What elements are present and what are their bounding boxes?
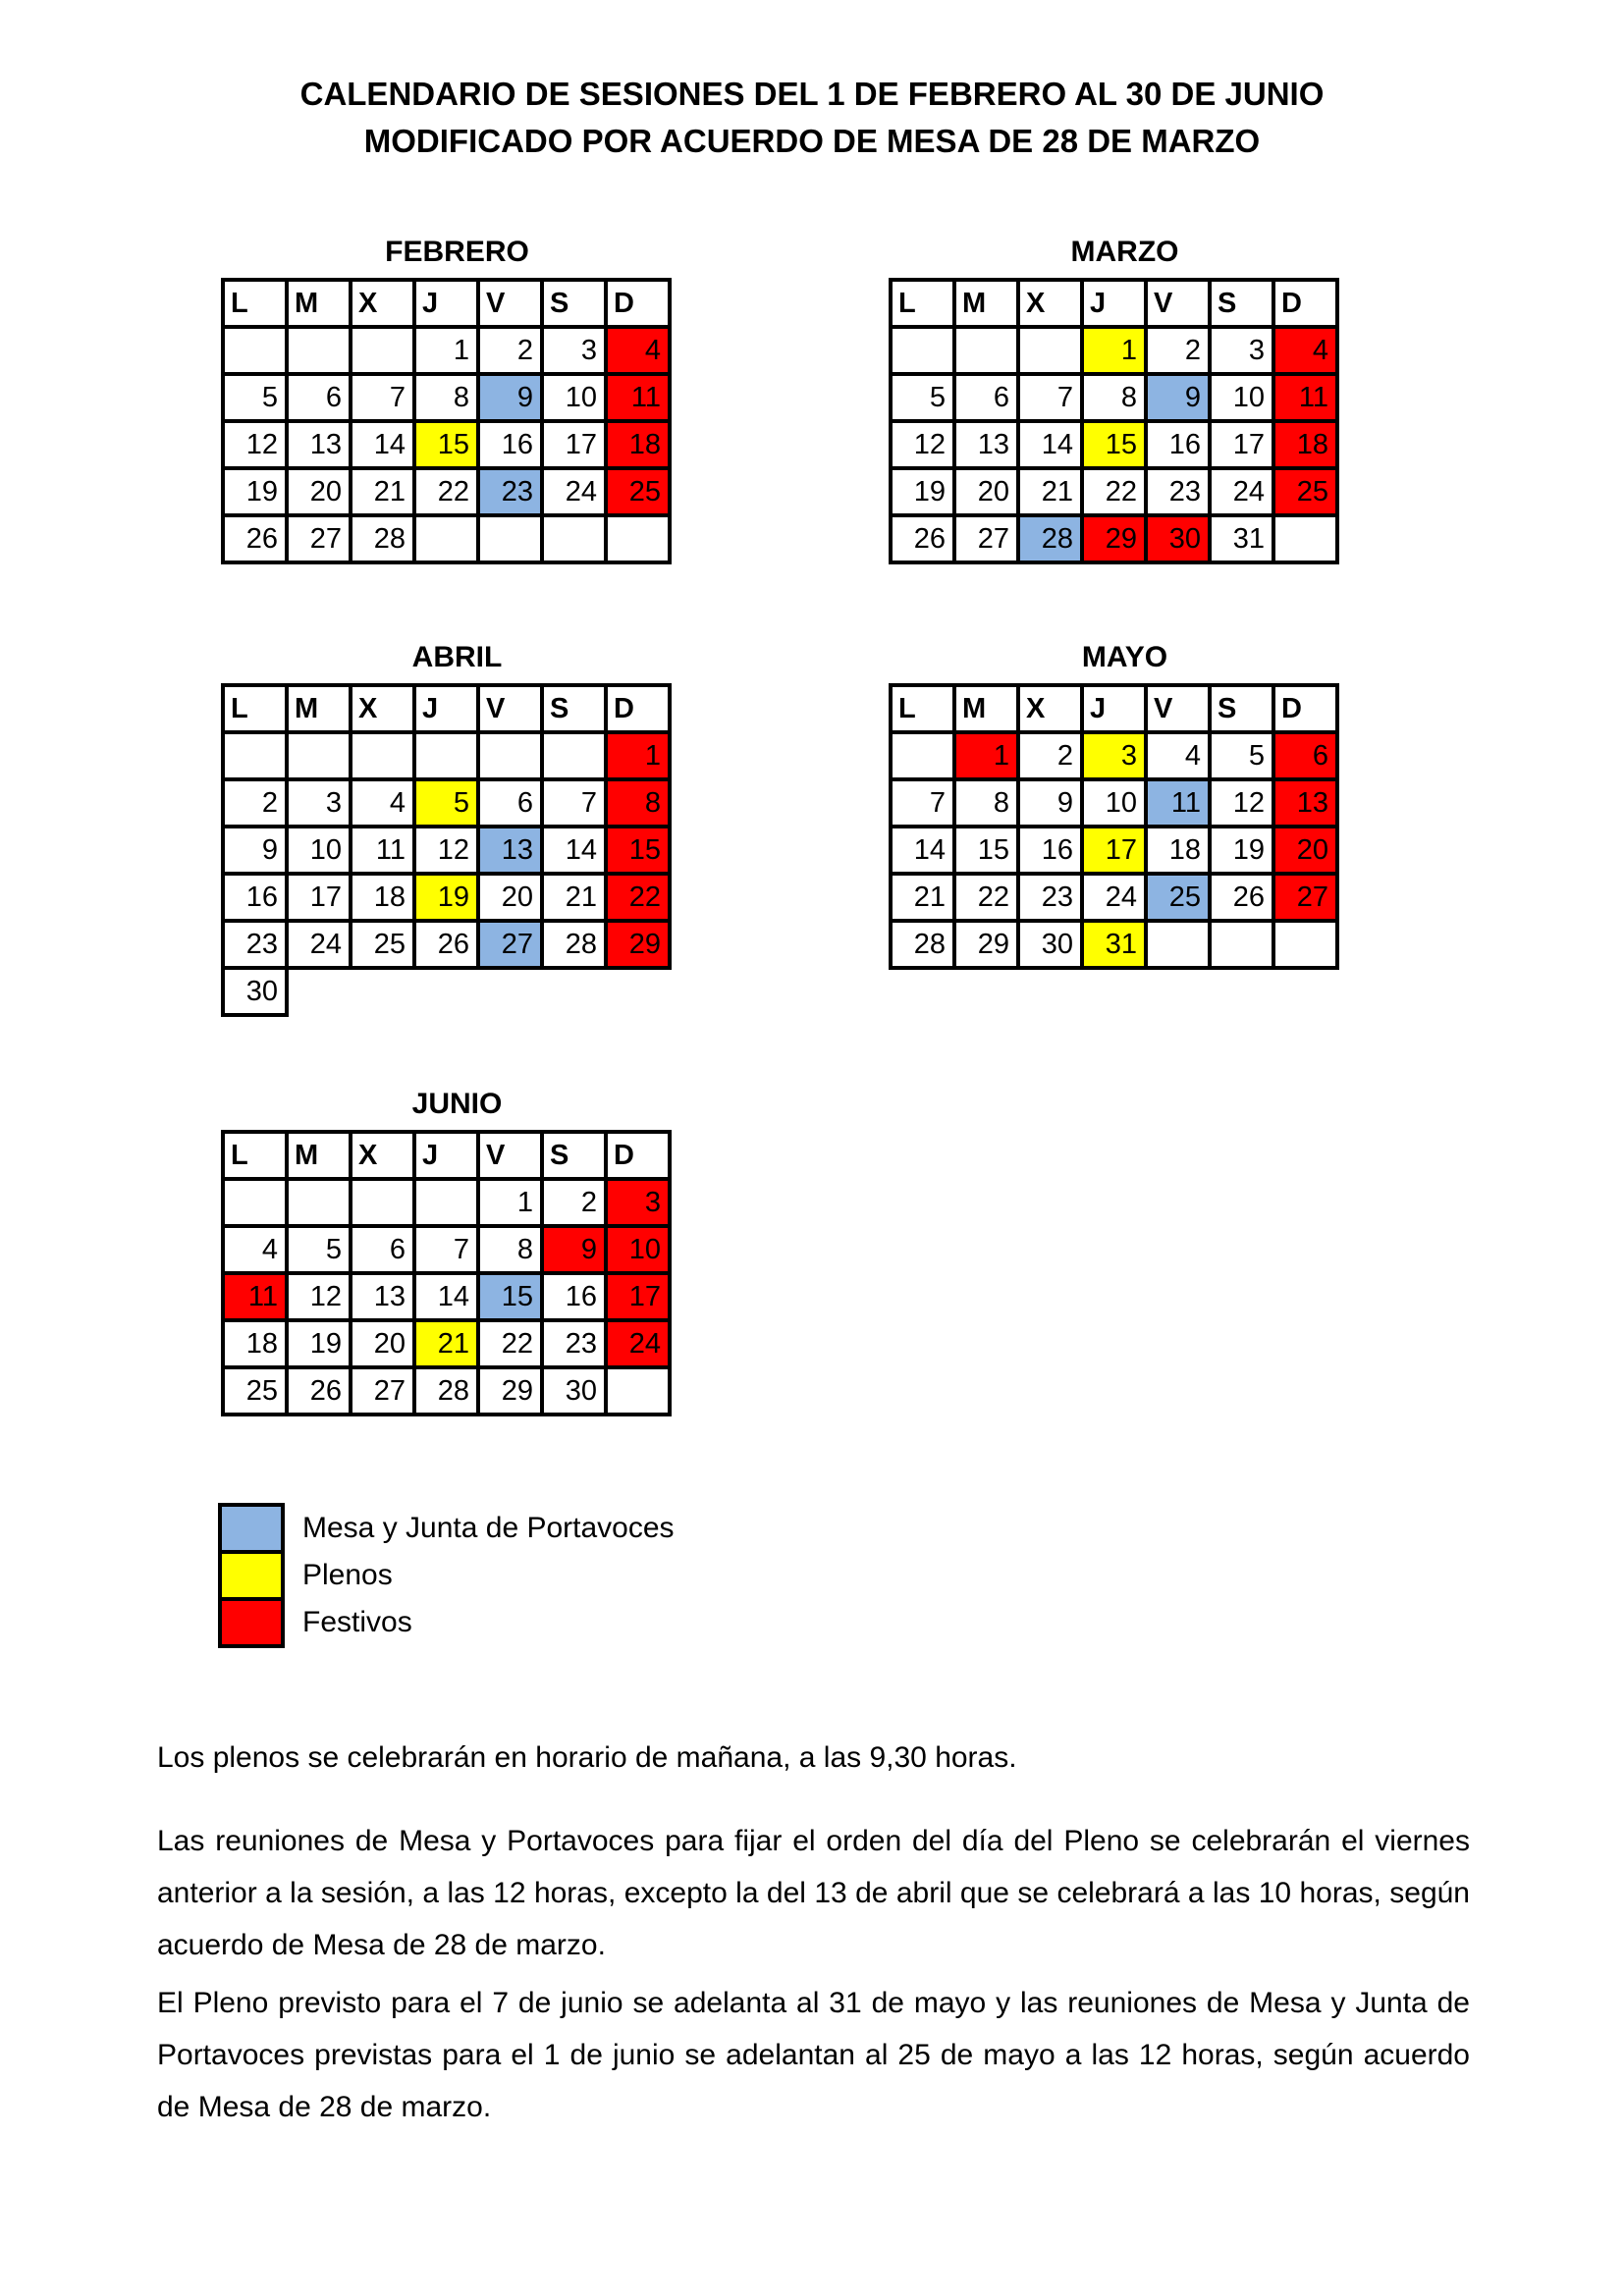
day-cell: 18 xyxy=(1273,421,1337,468)
day-cell: 17 xyxy=(287,874,351,921)
day-cell: 13 xyxy=(478,827,542,874)
week-row xyxy=(891,327,1337,374)
doc-title xyxy=(0,71,1624,165)
month-febrero xyxy=(221,236,672,564)
week-row xyxy=(223,1226,670,1273)
legend-label-mesa: Mesa y Junta de Portavoces xyxy=(302,1512,675,1544)
day-header-x: X xyxy=(1018,685,1082,732)
empty-cell xyxy=(287,327,351,374)
day-cell: 17 xyxy=(1210,421,1273,468)
empty-cell xyxy=(414,515,478,562)
day-header-s: S xyxy=(1210,685,1273,732)
day-cell: 21 xyxy=(891,874,954,921)
day-cell: 16 xyxy=(478,421,542,468)
empty-cell xyxy=(223,327,287,374)
day-cell: 10 xyxy=(606,1226,670,1273)
day-cell: 1 xyxy=(606,732,670,779)
absent-cell xyxy=(606,968,670,1015)
week-row xyxy=(891,921,1337,968)
week-row xyxy=(223,732,670,779)
day-header-row xyxy=(891,685,1337,732)
day-header-l: L xyxy=(891,685,954,732)
day-cell: 19 xyxy=(414,874,478,921)
empty-cell xyxy=(351,732,414,779)
empty-cell xyxy=(223,1179,287,1226)
day-cell: 21 xyxy=(1018,468,1082,515)
day-cell: 17 xyxy=(1082,827,1146,874)
day-cell: 1 xyxy=(414,327,478,374)
day-header-j: J xyxy=(1082,280,1146,327)
day-cell: 15 xyxy=(606,827,670,874)
month-title-mayo: MAYO xyxy=(1081,641,1168,673)
day-header-row xyxy=(223,685,670,732)
empty-cell xyxy=(287,732,351,779)
day-cell: 24 xyxy=(287,921,351,968)
week-row xyxy=(891,374,1337,421)
day-cell: 8 xyxy=(414,374,478,421)
day-header-v: V xyxy=(1146,685,1210,732)
day-cell: 13 xyxy=(1273,779,1337,827)
day-cell: 6 xyxy=(287,374,351,421)
day-cell: 14 xyxy=(542,827,606,874)
month-title-marzo: MARZO xyxy=(1070,236,1179,268)
day-cell: 20 xyxy=(478,874,542,921)
day-cell: 10 xyxy=(1082,779,1146,827)
day-header-row xyxy=(891,280,1337,327)
day-cell: 10 xyxy=(287,827,351,874)
day-cell: 23 xyxy=(478,468,542,515)
month-title-junio: JUNIO xyxy=(411,1088,503,1120)
note-reuniones-mesa: Las reuniones de Mesa y Portavoces para fijar el orden del día del Pleno se celebrarán el viernes anterior a la sesión, a las 12 horas, excepto la del 13 de abril que se celebrará a las 10 horas, según acuerdo de Mesa de 28 de marzo. xyxy=(157,1825,1470,1961)
day-cell: 12 xyxy=(287,1273,351,1320)
day-cell: 19 xyxy=(891,468,954,515)
day-cell: 25 xyxy=(1273,468,1337,515)
day-cell: 4 xyxy=(606,327,670,374)
day-cell: 29 xyxy=(954,921,1018,968)
day-cell: 7 xyxy=(542,779,606,827)
empty-cell xyxy=(606,1367,670,1415)
day-cell: 4 xyxy=(351,779,414,827)
day-cell: 16 xyxy=(1018,827,1082,874)
week-row xyxy=(891,779,1337,827)
day-cell: 15 xyxy=(414,421,478,468)
note-plenos-horario: Los plenos se celebrarán en horario de mañana, a las 9,30 horas. xyxy=(157,1741,1017,1774)
day-cell: 26 xyxy=(1210,874,1273,921)
day-cell: 23 xyxy=(223,921,287,968)
day-cell: 18 xyxy=(1146,827,1210,874)
empty-cell xyxy=(1273,921,1337,968)
day-cell: 15 xyxy=(478,1273,542,1320)
day-cell: 1 xyxy=(1082,327,1146,374)
day-header-x: X xyxy=(351,1132,414,1179)
day-cell: 28 xyxy=(891,921,954,968)
legend-label-plenos: Plenos xyxy=(302,1559,393,1591)
empty-cell xyxy=(351,1179,414,1226)
day-cell: 14 xyxy=(414,1273,478,1320)
day-cell: 28 xyxy=(542,921,606,968)
week-row xyxy=(891,468,1337,515)
day-cell: 5 xyxy=(287,1226,351,1273)
day-cell: 5 xyxy=(1210,732,1273,779)
empty-cell xyxy=(954,327,1018,374)
day-cell: 8 xyxy=(1082,374,1146,421)
week-row xyxy=(891,732,1337,779)
day-header-v: V xyxy=(478,685,542,732)
absent-cell xyxy=(542,968,606,1015)
day-cell: 19 xyxy=(287,1320,351,1367)
day-cell: 30 xyxy=(542,1367,606,1415)
month-mayo xyxy=(889,641,1339,970)
empty-cell xyxy=(414,1179,478,1226)
day-cell: 25 xyxy=(606,468,670,515)
day-cell: 23 xyxy=(542,1320,606,1367)
day-cell: 25 xyxy=(223,1367,287,1415)
absent-cell xyxy=(414,968,478,1015)
empty-cell xyxy=(891,327,954,374)
empty-cell xyxy=(542,515,606,562)
week-row xyxy=(223,874,670,921)
day-cell: 3 xyxy=(542,327,606,374)
week-row xyxy=(223,968,670,1015)
day-header-v: V xyxy=(1146,280,1210,327)
day-cell: 23 xyxy=(1018,874,1082,921)
absent-cell xyxy=(478,968,542,1015)
day-header-d: D xyxy=(1273,685,1337,732)
day-cell: 2 xyxy=(478,327,542,374)
day-cell: 22 xyxy=(478,1320,542,1367)
calendar-table-marzo xyxy=(889,278,1339,564)
week-row xyxy=(223,327,670,374)
calendar-table-abril xyxy=(221,683,672,1017)
day-cell: 20 xyxy=(351,1320,414,1367)
empty-cell xyxy=(414,732,478,779)
week-row xyxy=(223,921,670,968)
day-header-m: M xyxy=(287,1132,351,1179)
day-cell: 3 xyxy=(1082,732,1146,779)
day-cell: 26 xyxy=(891,515,954,562)
day-header-d: D xyxy=(606,280,670,327)
day-cell: 18 xyxy=(606,421,670,468)
week-row xyxy=(223,421,670,468)
empty-cell xyxy=(1210,921,1273,968)
day-cell: 25 xyxy=(351,921,414,968)
empty-cell xyxy=(1018,327,1082,374)
day-cell: 1 xyxy=(478,1179,542,1226)
day-cell: 4 xyxy=(223,1226,287,1273)
day-cell: 10 xyxy=(1210,374,1273,421)
day-cell: 10 xyxy=(542,374,606,421)
week-row xyxy=(223,1179,670,1226)
day-cell: 22 xyxy=(414,468,478,515)
day-header-j: J xyxy=(414,685,478,732)
day-header-l: L xyxy=(223,1132,287,1179)
absent-cell xyxy=(351,968,414,1015)
week-row xyxy=(223,779,670,827)
day-cell: 11 xyxy=(606,374,670,421)
day-cell: 13 xyxy=(287,421,351,468)
week-row xyxy=(223,1367,670,1415)
day-cell: 21 xyxy=(542,874,606,921)
legend-swatch-mesa xyxy=(218,1503,285,1554)
empty-cell xyxy=(478,732,542,779)
day-cell: 16 xyxy=(1146,421,1210,468)
day-cell: 28 xyxy=(351,515,414,562)
day-cell: 18 xyxy=(223,1320,287,1367)
legend-item-festivos xyxy=(218,1597,675,1648)
day-cell: 7 xyxy=(414,1226,478,1273)
day-cell: 27 xyxy=(287,515,351,562)
day-header-v: V xyxy=(478,1132,542,1179)
day-header-row xyxy=(223,280,670,327)
calendar-table-febrero xyxy=(221,278,672,564)
day-header-m: M xyxy=(287,685,351,732)
day-cell: 13 xyxy=(954,421,1018,468)
day-cell: 19 xyxy=(223,468,287,515)
day-header-d: D xyxy=(1273,280,1337,327)
day-header-row xyxy=(223,1132,670,1179)
day-cell: 12 xyxy=(891,421,954,468)
day-cell: 9 xyxy=(1018,779,1082,827)
absent-cell xyxy=(287,968,351,1015)
week-row xyxy=(223,1320,670,1367)
day-cell: 22 xyxy=(954,874,1018,921)
day-cell: 9 xyxy=(1146,374,1210,421)
legend-swatch-festivos xyxy=(218,1597,285,1648)
day-cell: 31 xyxy=(1210,515,1273,562)
day-cell: 11 xyxy=(351,827,414,874)
week-row xyxy=(891,827,1337,874)
doc-title-line1: CALENDARIO DE SESIONES DEL 1 DE FEBRERO AL 30 DE JUNIO xyxy=(299,76,1325,112)
day-cell: 8 xyxy=(606,779,670,827)
calendar-table-mayo xyxy=(889,683,1339,970)
day-cell: 26 xyxy=(287,1367,351,1415)
day-header-x: X xyxy=(351,280,414,327)
day-cell: 24 xyxy=(1210,468,1273,515)
month-junio xyxy=(221,1088,672,1416)
day-cell: 22 xyxy=(606,874,670,921)
day-cell: 27 xyxy=(1273,874,1337,921)
day-cell: 30 xyxy=(1146,515,1210,562)
day-cell: 29 xyxy=(1082,515,1146,562)
day-cell: 25 xyxy=(1146,874,1210,921)
empty-cell xyxy=(351,327,414,374)
day-cell: 27 xyxy=(351,1367,414,1415)
week-row xyxy=(891,421,1337,468)
day-cell: 29 xyxy=(478,1367,542,1415)
empty-cell xyxy=(223,732,287,779)
day-cell: 4 xyxy=(1273,327,1337,374)
day-cell: 19 xyxy=(1210,827,1273,874)
legend-item-plenos xyxy=(218,1550,675,1601)
week-row xyxy=(223,515,670,562)
day-header-x: X xyxy=(351,685,414,732)
day-cell: 4 xyxy=(1146,732,1210,779)
day-cell: 30 xyxy=(1018,921,1082,968)
day-cell: 14 xyxy=(351,421,414,468)
day-cell: 5 xyxy=(414,779,478,827)
day-cell: 26 xyxy=(223,515,287,562)
legend-label-festivos: Festivos xyxy=(302,1606,412,1638)
day-header-d: D xyxy=(606,685,670,732)
day-cell: 16 xyxy=(223,874,287,921)
week-row xyxy=(223,468,670,515)
day-header-l: L xyxy=(891,280,954,327)
day-header-j: J xyxy=(414,280,478,327)
day-cell: 9 xyxy=(223,827,287,874)
day-cell: 6 xyxy=(478,779,542,827)
day-cell: 26 xyxy=(414,921,478,968)
day-header-l: L xyxy=(223,280,287,327)
calendar-table-junio xyxy=(221,1130,672,1416)
day-cell: 31 xyxy=(1082,921,1146,968)
day-cell: 6 xyxy=(1273,732,1337,779)
day-cell: 27 xyxy=(954,515,1018,562)
day-cell: 9 xyxy=(542,1226,606,1273)
empty-cell xyxy=(1273,515,1337,562)
day-header-d: D xyxy=(606,1132,670,1179)
day-cell: 3 xyxy=(287,779,351,827)
day-cell: 7 xyxy=(351,374,414,421)
week-row xyxy=(891,515,1337,562)
week-row xyxy=(891,874,1337,921)
day-cell: 15 xyxy=(1082,421,1146,468)
day-header-j: J xyxy=(414,1132,478,1179)
day-cell: 27 xyxy=(478,921,542,968)
day-cell: 3 xyxy=(1210,327,1273,374)
day-cell: 2 xyxy=(1018,732,1082,779)
day-cell: 11 xyxy=(1146,779,1210,827)
week-row xyxy=(223,1273,670,1320)
day-header-s: S xyxy=(542,685,606,732)
day-cell: 9 xyxy=(478,374,542,421)
day-header-l: L xyxy=(223,685,287,732)
month-abril xyxy=(221,641,672,1017)
day-header-x: X xyxy=(1018,280,1082,327)
day-cell: 11 xyxy=(223,1273,287,1320)
month-title-abril: ABRIL xyxy=(411,641,503,673)
day-cell: 20 xyxy=(1273,827,1337,874)
day-cell: 21 xyxy=(414,1320,478,1367)
day-header-j: J xyxy=(1082,685,1146,732)
legend-item-mesa xyxy=(218,1503,675,1554)
day-header-s: S xyxy=(542,280,606,327)
day-cell: 8 xyxy=(954,779,1018,827)
empty-cell xyxy=(542,732,606,779)
day-cell: 17 xyxy=(542,421,606,468)
day-cell: 1 xyxy=(954,732,1018,779)
week-row xyxy=(223,827,670,874)
day-cell: 28 xyxy=(1018,515,1082,562)
day-cell: 23 xyxy=(1146,468,1210,515)
day-cell: 7 xyxy=(891,779,954,827)
day-header-s: S xyxy=(542,1132,606,1179)
day-cell: 13 xyxy=(351,1273,414,1320)
day-cell: 30 xyxy=(223,968,287,1015)
empty-cell xyxy=(287,1179,351,1226)
note-adelanto-junio: El Pleno previsto para el 7 de junio se adelanta al 31 de mayo y las reuniones de Mesa y Junta de Portavoces previstas para el 1 de junio se adelantan al 25 de mayo a las 12 horas, según acuerdo de Mesa de 28 de marzo. xyxy=(157,1987,1470,2123)
day-cell: 28 xyxy=(414,1367,478,1415)
day-cell: 5 xyxy=(223,374,287,421)
doc-title-line2: MODIFICADO POR ACUERDO DE MESA DE 28 DE MARZO xyxy=(363,123,1261,159)
day-cell: 24 xyxy=(1082,874,1146,921)
day-cell: 2 xyxy=(223,779,287,827)
day-cell: 3 xyxy=(606,1179,670,1226)
day-cell: 5 xyxy=(891,374,954,421)
day-header-m: M xyxy=(287,280,351,327)
week-row xyxy=(223,374,670,421)
day-cell: 7 xyxy=(1018,374,1082,421)
day-header-v: V xyxy=(478,280,542,327)
day-cell: 12 xyxy=(223,421,287,468)
day-cell: 20 xyxy=(287,468,351,515)
legend xyxy=(218,1503,675,1648)
day-header-m: M xyxy=(954,685,1018,732)
empty-cell xyxy=(478,515,542,562)
legend-swatch-plenos xyxy=(218,1550,285,1601)
day-cell: 11 xyxy=(1273,374,1337,421)
day-cell: 24 xyxy=(542,468,606,515)
day-cell: 12 xyxy=(414,827,478,874)
day-cell: 20 xyxy=(954,468,1018,515)
day-cell: 29 xyxy=(606,921,670,968)
day-cell: 21 xyxy=(351,468,414,515)
day-cell: 6 xyxy=(954,374,1018,421)
empty-cell xyxy=(891,732,954,779)
day-cell: 2 xyxy=(542,1179,606,1226)
day-cell: 15 xyxy=(954,827,1018,874)
day-cell: 24 xyxy=(606,1320,670,1367)
day-cell: 18 xyxy=(351,874,414,921)
day-cell: 16 xyxy=(542,1273,606,1320)
day-cell: 14 xyxy=(1018,421,1082,468)
day-cell: 22 xyxy=(1082,468,1146,515)
empty-cell xyxy=(1146,921,1210,968)
day-cell: 14 xyxy=(891,827,954,874)
day-header-m: M xyxy=(954,280,1018,327)
day-header-s: S xyxy=(1210,280,1273,327)
day-cell: 8 xyxy=(478,1226,542,1273)
month-marzo xyxy=(889,236,1339,564)
day-cell: 6 xyxy=(351,1226,414,1273)
day-cell: 2 xyxy=(1146,327,1210,374)
day-cell: 17 xyxy=(606,1273,670,1320)
day-cell: 12 xyxy=(1210,779,1273,827)
month-title-febrero: FEBRERO xyxy=(385,236,529,268)
empty-cell xyxy=(606,515,670,562)
